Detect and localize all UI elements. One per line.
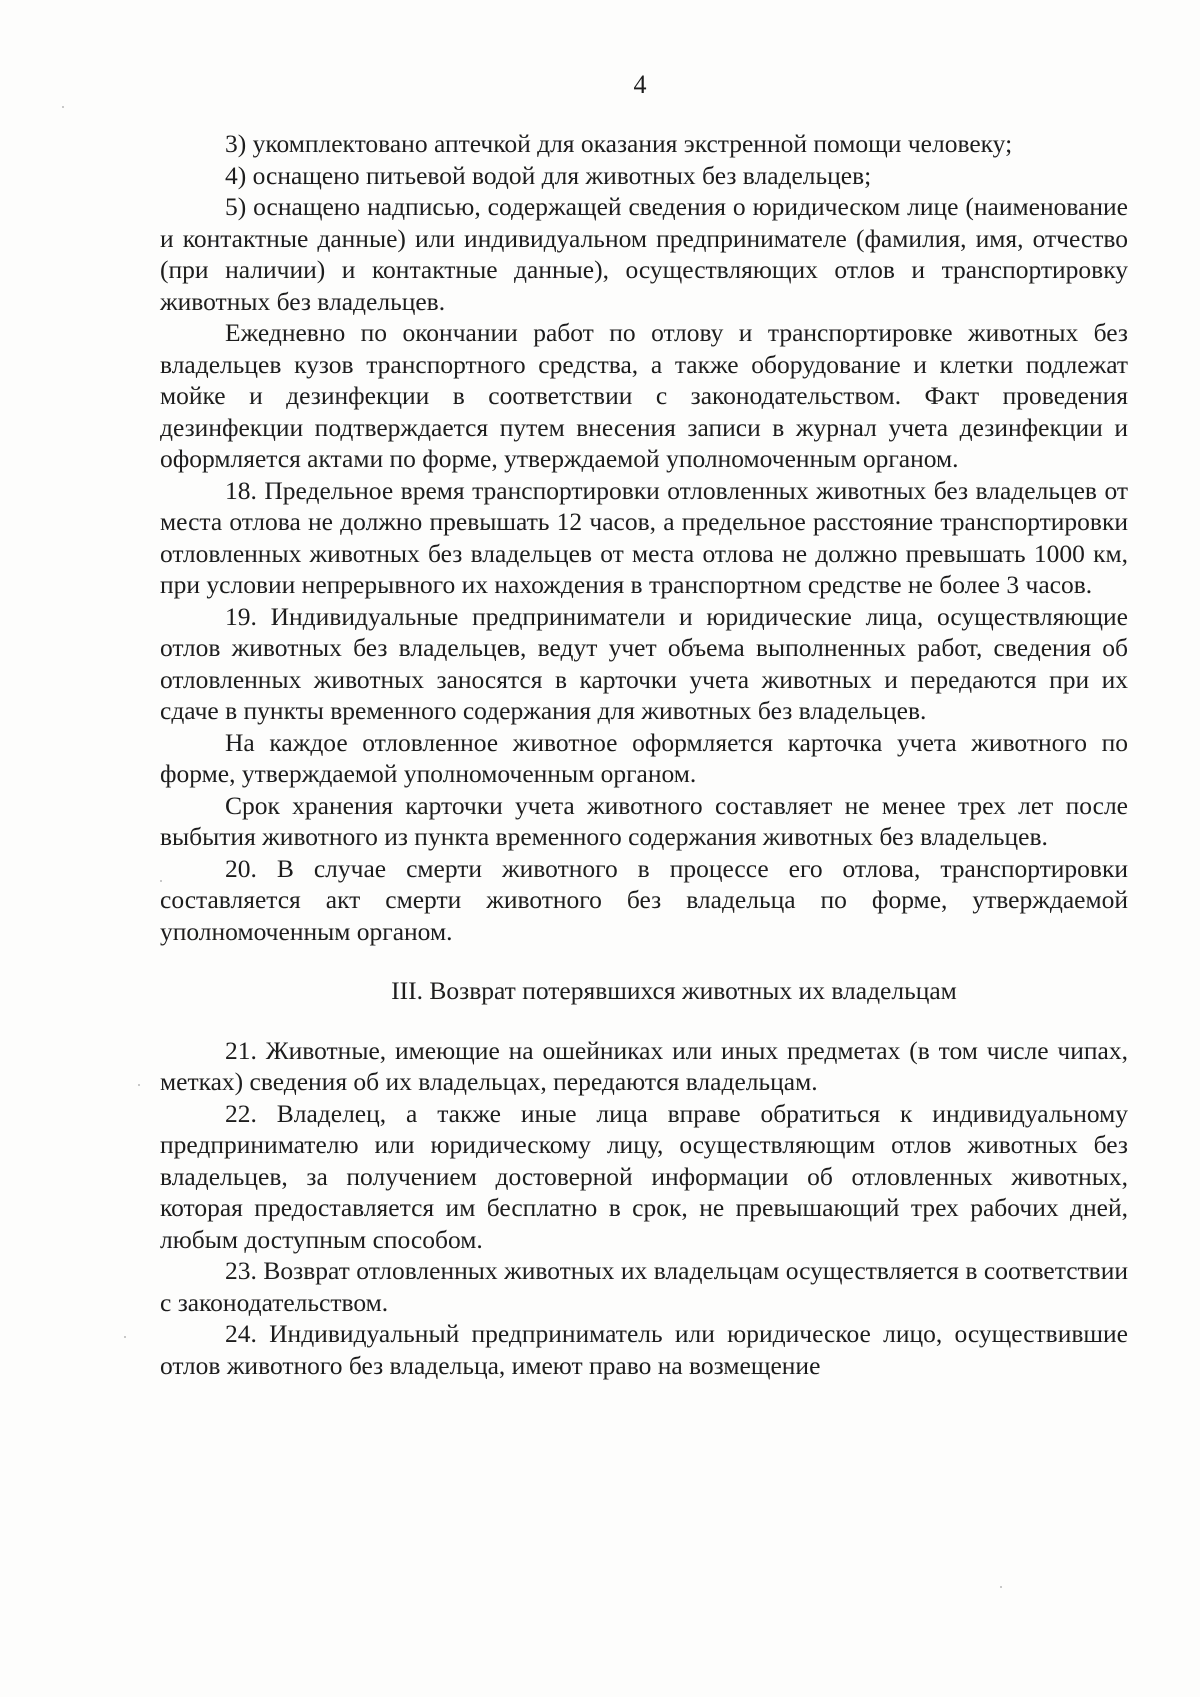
paragraph-disinfection: Ежедневно по окончании работ по отлову и транспортировке животных без владельцев кузов транспортного средства, а также оборудование и клетки подлежат мойке и дезинфекции в соответствии с законодательством. Факт проведения дезинфекции подтверждается путем внесения записи в журнал учета дезинфекции и оформляется актами по форме, утверждаемой уполномоченным органом. bbox=[160, 318, 1128, 473]
paragraph-24: 24. Индивидуальный предприниматель или юридическое лицо, осуществившие отлов животного без владельца, имеют право на возмещение bbox=[160, 1319, 1128, 1380]
paragraph-item-5: 5) оснащено надписью, содержащей сведения о юридическом лице (наименование и контактные данные) или индивидуальном предпринимателе (фамилия, имя, отчество (при наличии) и контактные данные), осуществляющих отлов и транспортировку животных без владельцев. bbox=[160, 192, 1128, 316]
scan-speck bbox=[160, 880, 162, 882]
paragraph-animal-card: На каждое отловленное животное оформляется карточка учета животного по форме, утверждаемой уполномоченным органом. bbox=[160, 727, 1128, 788]
paragraph-23: 23. Возврат отловленных животных их владельцам осуществляется в соответствии с законодательством. bbox=[160, 1256, 1128, 1317]
scan-speck bbox=[1000, 1586, 1002, 1588]
scan-speck bbox=[62, 106, 64, 108]
paragraph-21: 21. Животные, имеющие на ошейниках или иных предметах (в том числе чипах, метках) сведения об их владельцах, передаются владельцам. bbox=[160, 1035, 1128, 1096]
paragraph-18: 18. Предельное время транспортировки отловленных животных без владельцев от места отлова не должно превышать 12 часов, а предельное расстояние транспортировки отловленных животных без владельцев от места отлова не должно превышать 1000 км, при условии непрерывного их нахождения в транспортном средстве не более 3 часов. bbox=[160, 475, 1128, 599]
paragraph-19: 19. Индивидуальные предприниматели и юридические лица, осуществляющие отлов животных без владельцев, ведут учет объема выполненных работ, сведения об отловленных животных заносятся в карточки учета животных и передаются при их сдаче в пункты временного содержания для животных без владельцев. bbox=[160, 601, 1128, 725]
paragraph-item-4: 4) оснащено питьевой водой для животных без владельцев; bbox=[225, 160, 872, 190]
page-number: 4 bbox=[633, 70, 647, 99]
paragraph-20: 20. В случае смерти животного в процессе его отлова, транспортировки составляется акт смерти животного без владельца по форме, утверждаемой уполномоченным органом. bbox=[160, 853, 1128, 946]
scan-speck bbox=[124, 1336, 126, 1338]
paragraph-item-3: 3) укомплектовано аптечкой для оказания экстренной помощи человеку; bbox=[225, 129, 1013, 158]
section-heading: III. Возврат потерявшихся животных их владельцам bbox=[391, 976, 957, 1005]
document-body bbox=[160, 128, 1128, 1381]
paragraph-22: 22. Владелец, а также иные лица вправе обратиться к индивидуальному предпринимателю или юридическому лицу, осуществляющим отлов животных без владельцев, за получением достоверной информации об отловленных животных, которая предоставляется им бесплатно в срок, не превышающий трех рабочих дней, любым доступным способом. bbox=[160, 1098, 1128, 1254]
paragraph-card-storage: Срок хранения карточки учета животного составляет не менее трех лет после выбытия животного из пункта временного содержания животных без владельцев. bbox=[160, 790, 1128, 851]
scan-speck bbox=[138, 1084, 140, 1086]
